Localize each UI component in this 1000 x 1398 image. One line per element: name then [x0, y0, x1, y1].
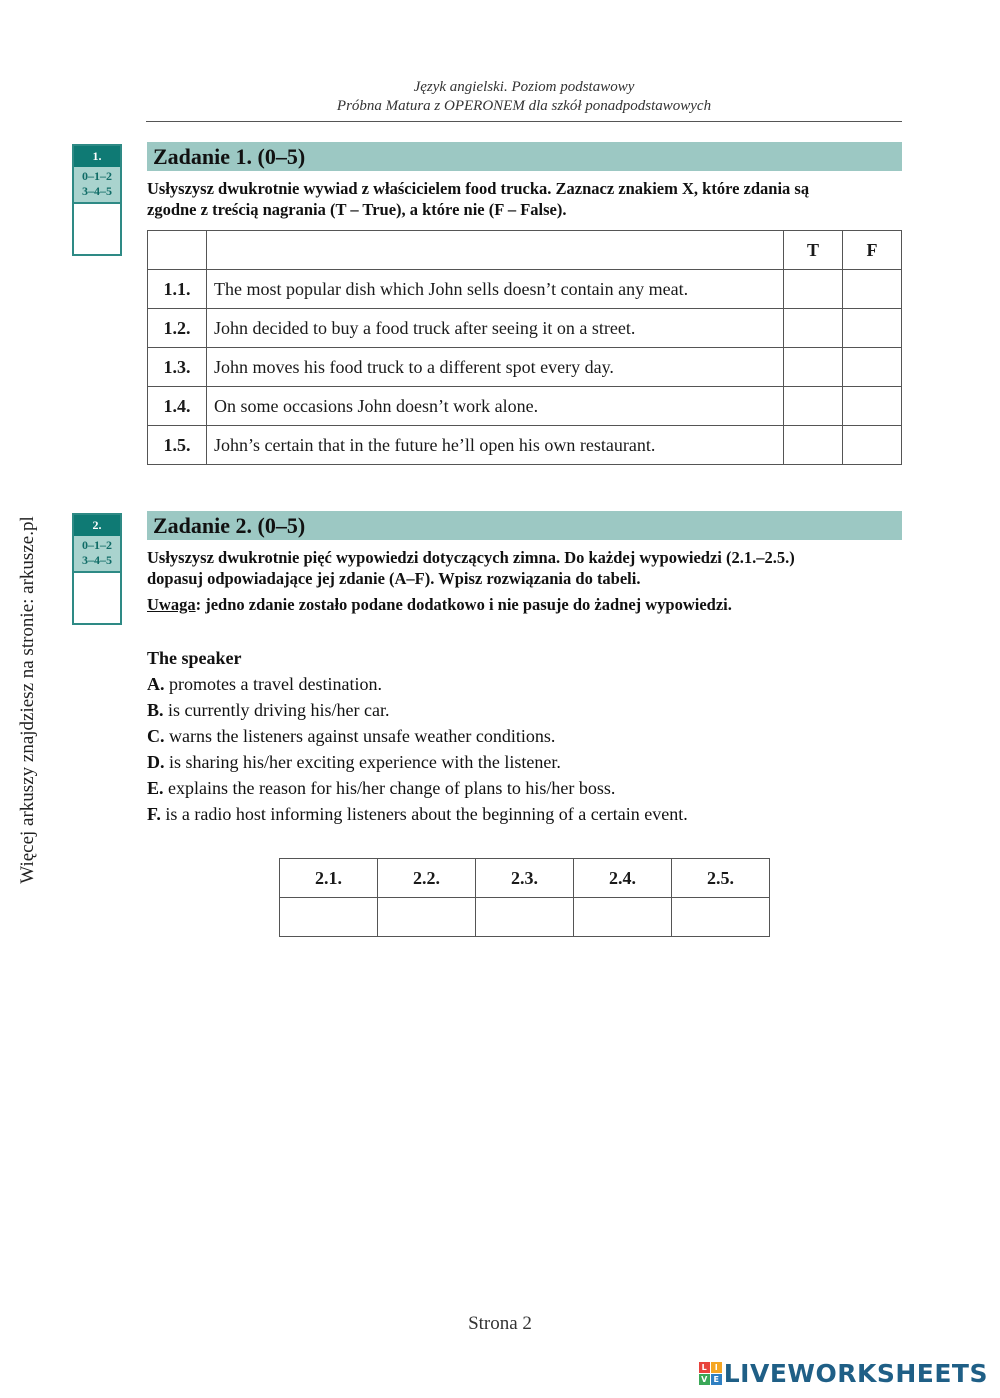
option-letter: D.: [147, 752, 165, 772]
answer-cell-false[interactable]: [843, 309, 902, 348]
task1-score-entry[interactable]: [74, 204, 120, 254]
header-exam: Próbna Matura z OPERONEM dla szkół ponadpodstawowych: [336, 98, 712, 114]
answer-cell-false[interactable]: [843, 387, 902, 426]
option-text: is a radio host informing listeners about the beginning of a certain event.: [160, 804, 688, 824]
task2-score-box: [72, 513, 122, 625]
option-item: [147, 801, 903, 827]
task1-true-false-table: [147, 230, 902, 465]
task2-answer-table: [279, 858, 770, 937]
statement-text: The most popular dish which John sells doesn’t contain any meat.: [207, 270, 784, 309]
answer-cell-false[interactable]: [843, 426, 902, 465]
answer-header-cell: 2.4.: [574, 859, 672, 898]
answer-header-row: [280, 859, 770, 898]
option-item: [147, 723, 903, 749]
answer-input-cell[interactable]: [378, 898, 476, 937]
option-item: [147, 749, 903, 775]
task1-score-box: [72, 144, 122, 256]
answer-header-cell: 2.1.: [280, 859, 378, 898]
table-row: [148, 270, 902, 309]
options-lead: The speaker: [147, 648, 242, 668]
task2-score-range-line2: 3–4–5: [82, 553, 112, 567]
liveworksheets-logo: [699, 1359, 988, 1387]
answer-input-cell[interactable]: [574, 898, 672, 937]
option-text: explains the reason for his/her change of plans to his/her boss.: [163, 778, 616, 798]
header-cell-empty: [148, 231, 207, 270]
side-watermark-text: Więcej arkuszy znajdziesz na stronie: arkusze.pl: [17, 516, 38, 884]
task1-score-range-line2: 3–4–5: [82, 184, 112, 198]
logo-mark-letter: V: [699, 1374, 710, 1385]
task2-options-list: [147, 645, 903, 827]
header-subject: Język angielski. Poziom podstawowy: [413, 79, 635, 95]
option-letter: A.: [147, 674, 165, 694]
page-header: [146, 78, 902, 116]
statement-number: 1.5.: [148, 426, 207, 465]
option-letter: C.: [147, 726, 165, 746]
answer-input-cell[interactable]: [280, 898, 378, 937]
task1-score-number: 1.: [74, 146, 120, 167]
task1-score-range: [74, 167, 120, 204]
option-item: [147, 775, 903, 801]
task1-instruction-line1: Usłyszysz dwukrotnie wywiad z właścicielem food trucka. Zaznacz znakiem X, które zdania są: [147, 179, 810, 198]
option-text: promotes a travel destination.: [164, 674, 382, 694]
page-number: Strona 2: [468, 1313, 532, 1334]
table-row: [148, 426, 902, 465]
option-letter: E.: [147, 778, 164, 798]
task2-note-text: : jedno zdanie zostało podane dodatkowo i nie pasuje do żadnej wypowiedzi.: [195, 595, 732, 614]
header-divider: [146, 121, 902, 122]
answer-cell-false[interactable]: [843, 348, 902, 387]
statement-number: 1.2.: [148, 309, 207, 348]
logo-mark-letter: L: [699, 1362, 710, 1373]
task1-instruction-line2: zgodne z treścią nagrania (T – True), a które nie (F – False).: [147, 200, 567, 219]
header-cell-false: F: [843, 231, 902, 270]
statement-number: 1.1.: [148, 270, 207, 309]
answer-cell-true[interactable]: [784, 426, 843, 465]
logo-mark-letter: I: [711, 1362, 722, 1373]
task1-instruction: [147, 178, 903, 220]
option-text: warns the listeners against unsafe weather conditions.: [164, 726, 556, 746]
statement-number: 1.3.: [148, 348, 207, 387]
option-item: [147, 697, 903, 723]
header-cell-true: T: [784, 231, 843, 270]
option-letter: B.: [147, 700, 164, 720]
statement-text: John’s certain that in the future he’ll open his own restaurant.: [207, 426, 784, 465]
statement-text: On some occasions John doesn’t work alone.: [207, 387, 784, 426]
table-header-row: [148, 231, 902, 270]
answer-input-cell[interactable]: [476, 898, 574, 937]
statement-text: John moves his food truck to a different spot every day.: [207, 348, 784, 387]
statement-number: 1.4.: [148, 387, 207, 426]
option-letter: F.: [147, 804, 161, 824]
task2-score-range: [74, 536, 120, 573]
task1-title: Zadanie 1. (0–5): [147, 142, 902, 171]
answer-header-cell: 2.5.: [672, 859, 770, 898]
answer-cell-false[interactable]: [843, 270, 902, 309]
table-row: [148, 387, 902, 426]
answer-cell-true[interactable]: [784, 309, 843, 348]
header-cell-empty: [207, 231, 784, 270]
logo-mark-letter: E: [711, 1374, 722, 1385]
task2-score-range-line1: 0–1–2: [82, 538, 112, 552]
answer-header-cell: 2.3.: [476, 859, 574, 898]
task2-score-entry[interactable]: [74, 573, 120, 623]
answer-header-cell: 2.2.: [378, 859, 476, 898]
answer-cell-true[interactable]: [784, 348, 843, 387]
answer-input-row: [280, 898, 770, 937]
task2-instruction: [147, 547, 903, 615]
task2-note: [147, 594, 903, 615]
task1-score-range-line1: 0–1–2: [82, 169, 112, 183]
option-item: [147, 671, 903, 697]
answer-cell-true[interactable]: [784, 387, 843, 426]
task2-instruction-line1: Usłyszysz dwukrotnie pięć wypowiedzi dotyczących zimna. Do każdej wypowiedzi (2.1.–2.5.): [147, 548, 795, 567]
table-row: [148, 309, 902, 348]
answer-input-cell[interactable]: [672, 898, 770, 937]
option-text: is currently driving his/her car.: [163, 700, 390, 720]
table-row: [148, 348, 902, 387]
logo-wordmark: LIVEWORKSHEETS: [723, 1358, 988, 1388]
task2-title: Zadanie 2. (0–5): [147, 511, 902, 540]
option-text: is sharing his/her exciting experience with the listener.: [164, 752, 561, 772]
task2-score-number: 2.: [74, 515, 120, 536]
task2-note-label: Uwaga: [147, 595, 196, 614]
answer-cell-true[interactable]: [784, 270, 843, 309]
logo-mark-icon: [699, 1362, 722, 1385]
task2-instruction-line2: dopasuj odpowiadające jej zdanie (A–F). Wpisz rozwiązania do tabeli.: [147, 569, 641, 588]
statement-text: John decided to buy a food truck after seeing it on a street.: [207, 309, 784, 348]
